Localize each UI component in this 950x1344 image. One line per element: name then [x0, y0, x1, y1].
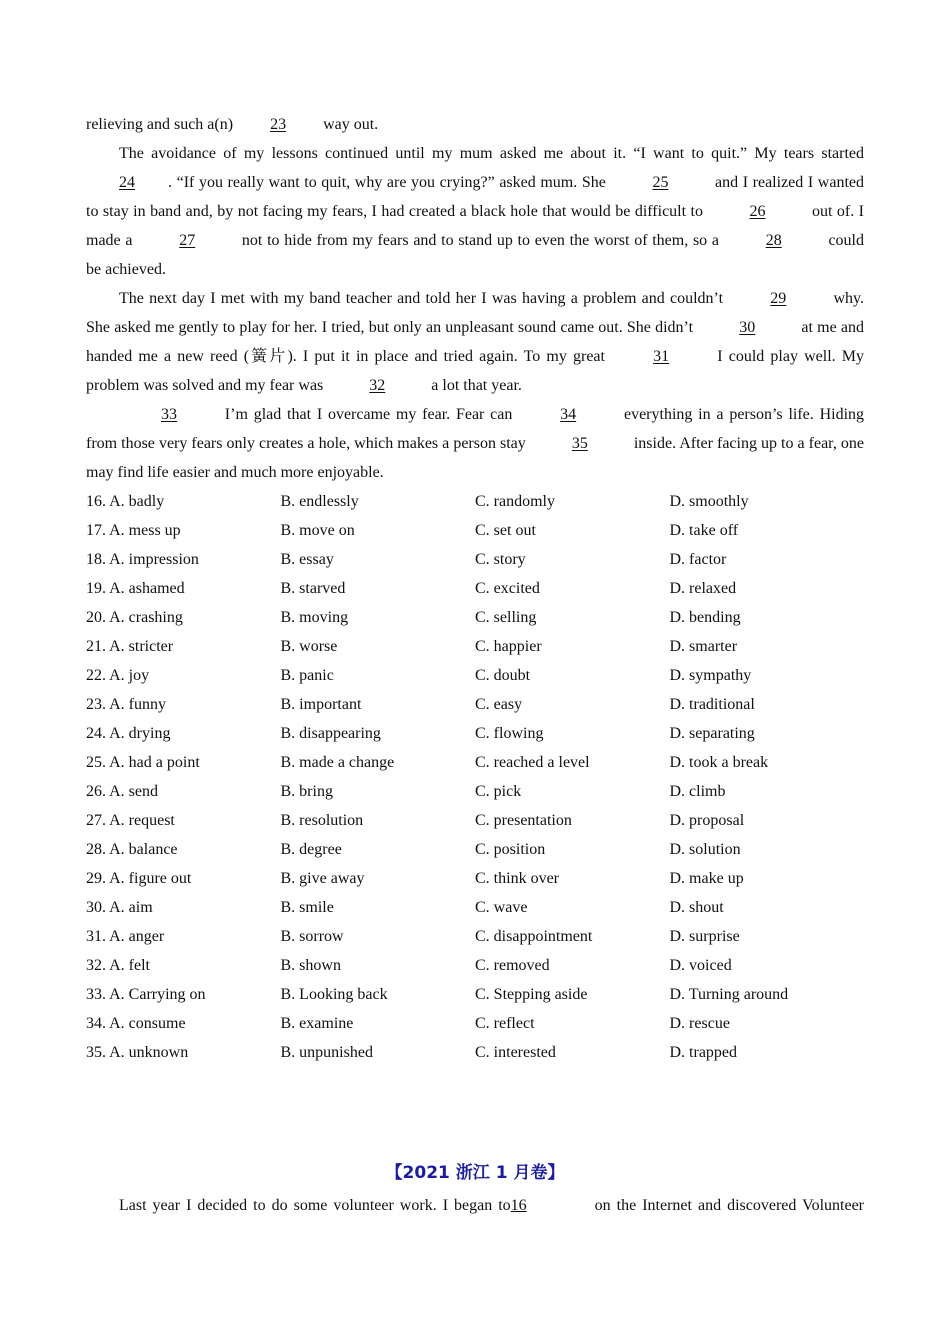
option-row [86, 1038, 864, 1067]
option-b: B. smile [280, 899, 334, 916]
option-a: 30. A. aim [86, 899, 153, 916]
option-d: D. smoothly [669, 493, 749, 510]
option-b: B. examine [280, 1015, 354, 1032]
text: The avoidance of my lessons continued until my mum asked me about it. “I want to quit.” My tears started [119, 145, 864, 162]
blank-25: 25 [652, 174, 669, 191]
option-d: D. trapped [669, 1044, 738, 1061]
text: everything in a person’s life. Hiding from those very fears only creates a hole, which makes a person stay [86, 406, 865, 452]
option-b: B. bring [280, 783, 333, 800]
option-a: 25. A. had a point [86, 754, 200, 771]
option-c: C. flowing [475, 725, 544, 742]
option-c: C. removed [475, 957, 550, 974]
option-a: 31. A. anger [86, 928, 165, 945]
option-c: C. doubt [475, 667, 531, 684]
blank-32: 32 [369, 377, 386, 394]
option-c: C. excited [475, 580, 540, 597]
blank-33: 33 [161, 406, 177, 423]
option-d: D. solution [669, 841, 741, 858]
option-row [86, 806, 864, 835]
blank-28: 28 [765, 232, 782, 249]
option-row [86, 574, 864, 603]
option-row [86, 545, 864, 574]
option-d: D. separating [669, 725, 755, 742]
option-b: B. give away [280, 870, 365, 887]
text: I could play well. My problem was solved and my fear was [86, 348, 864, 394]
option-b: B. Looking back [280, 986, 388, 1003]
option-b: B. sorrow [280, 928, 344, 945]
option-d: D. voiced [669, 957, 732, 974]
option-b: B. disappearing [280, 725, 381, 742]
blank-31: 31 [653, 348, 670, 365]
option-b: B. panic [280, 667, 334, 684]
option-a: 19. A. ashamed [86, 580, 185, 597]
option-c: C. wave [475, 899, 528, 916]
blank-30: 30 [739, 319, 756, 336]
text: The next day I met with my band teacher and told her I was having a problem and couldn’t [119, 290, 729, 307]
option-d: D. rescue [669, 1015, 730, 1032]
option-c: C. selling [475, 609, 537, 626]
option-d: D. relaxed [669, 580, 737, 597]
option-d: D. traditional [669, 696, 755, 713]
option-c: C. randomly [475, 493, 555, 510]
option-row [86, 487, 864, 516]
option-row [86, 719, 864, 748]
option-row [86, 922, 864, 951]
option-a: 34. A. consume [86, 1015, 186, 1032]
option-a: 33. A. Carrying on [86, 986, 206, 1003]
text: could be achieved. [86, 232, 865, 278]
option-d: D. surprise [669, 928, 740, 945]
option-d: D. make up [669, 870, 744, 887]
option-b: B. shown [280, 957, 341, 974]
option-a: 16. A. badly [86, 493, 165, 510]
text: a lot that year. [427, 377, 522, 394]
option-c: C. disappointment [475, 928, 593, 945]
option-row [86, 690, 864, 719]
option-b: B. move on [280, 522, 355, 539]
option-a: 20. A. crashing [86, 609, 183, 626]
text: at me and handed me a new reed (簧片). I put it in place and tried again. To my great [86, 319, 865, 365]
option-b: B. resolution [280, 812, 364, 829]
text: Last year I decided to do some volunteer work. I began to [119, 1197, 511, 1214]
option-b: B. starved [280, 580, 346, 597]
option-a: 29. A. figure out [86, 870, 192, 887]
option-row [86, 951, 864, 980]
option-c: C. pick [475, 783, 522, 800]
option-d: D. proposal [669, 812, 745, 829]
text: why. She asked me gently to play for her. I tried, but only an unpleasant sound came out. She didn’t [86, 290, 865, 336]
passage-line-0 [86, 110, 864, 139]
option-d: D. smarter [669, 638, 738, 655]
blank-24: 24 [119, 174, 135, 191]
text: out of. I made a [86, 203, 864, 249]
option-b: B. worse [280, 638, 338, 655]
option-a: 27. A. request [86, 812, 175, 829]
option-b: B. essay [280, 551, 334, 568]
passage-paragraph-1 [86, 139, 864, 284]
option-c: C. happier [475, 638, 542, 655]
passage-paragraph-2 [86, 284, 864, 400]
section-title: 【2021 浙江 1 月卷】 [385, 1163, 565, 1183]
text: . “If you really want to quit, why are you crying?” asked mum. She [168, 174, 611, 191]
option-row [86, 603, 864, 632]
option-a: 21. A. stricter [86, 638, 174, 655]
option-b: B. degree [280, 841, 342, 858]
passage-paragraph-3 [86, 400, 864, 487]
option-c: C. think over [475, 870, 559, 887]
blank-27: 27 [179, 232, 196, 249]
option-c: C. easy [475, 696, 523, 713]
option-d: D. bending [669, 609, 741, 626]
option-c: C. story [475, 551, 526, 568]
option-a: 28. A. balance [86, 841, 178, 858]
option-c: C. position [475, 841, 546, 858]
option-row [86, 835, 864, 864]
blank-16: 16 [510, 1197, 527, 1214]
option-d: D. took a break [669, 754, 769, 771]
blank-35: 35 [571, 435, 588, 452]
blank-29: 29 [770, 290, 787, 307]
option-a: 35. A. unknown [86, 1044, 189, 1061]
option-row [86, 864, 864, 893]
text: not to hide from my fears and to stand up to even the worst of them, so a [237, 232, 724, 249]
option-b: B. endlessly [280, 493, 359, 510]
option-c: C. interested [475, 1044, 556, 1061]
blank-23: 23 [270, 116, 287, 133]
text: relieving and such a(n) [86, 116, 238, 133]
option-c: C. reached a level [475, 754, 590, 771]
option-d: D. take off [669, 522, 739, 539]
option-row [86, 748, 864, 777]
passage-body [86, 110, 864, 1067]
option-row [86, 980, 864, 1009]
option-b: B. made a change [280, 754, 395, 771]
blank-26: 26 [749, 203, 766, 220]
option-a: 24. A. drying [86, 725, 171, 742]
blank-34: 34 [560, 406, 577, 423]
text: way out. [319, 116, 379, 133]
option-d: D. factor [669, 551, 727, 568]
option-c: C. Stepping aside [475, 986, 588, 1003]
option-c: C. reflect [475, 1015, 535, 1032]
text: inside. After facing up to a fear, one may find life easier and much more enjoyable. [86, 435, 864, 481]
option-row [86, 1009, 864, 1038]
option-row [86, 516, 864, 545]
option-c: C. set out [475, 522, 536, 539]
option-b: B. unpunished [280, 1044, 373, 1061]
option-a: 22. A. joy [86, 667, 150, 684]
option-a: 32. A. felt [86, 957, 150, 974]
text: I’m glad that I overcame my fear. Fear can [219, 406, 519, 423]
option-row [86, 893, 864, 922]
option-row [86, 661, 864, 690]
option-row [86, 632, 864, 661]
text: and I realized I wanted to stay in band and, by not facing my fears, I had created a black hole that would be difficult to [86, 174, 864, 220]
option-a: 17. A. mess up [86, 522, 181, 539]
option-a: 18. A. impression [86, 551, 199, 568]
section-intro-text [86, 1191, 864, 1220]
option-a: 23. A. funny [86, 696, 166, 713]
section-intro [86, 1191, 864, 1220]
option-d: D. Turning around [669, 986, 789, 1003]
text: on the Internet and discovered Volunteer [594, 1197, 865, 1214]
options-list [86, 487, 864, 1067]
option-b: B. moving [280, 609, 349, 626]
option-row [86, 777, 864, 806]
option-b: B. important [280, 696, 362, 713]
option-c: C. presentation [475, 812, 572, 829]
option-a: 26. A. send [86, 783, 158, 800]
option-d: D. shout [669, 899, 724, 916]
option-d: D. climb [669, 783, 726, 800]
option-d: D. sympathy [669, 667, 752, 684]
